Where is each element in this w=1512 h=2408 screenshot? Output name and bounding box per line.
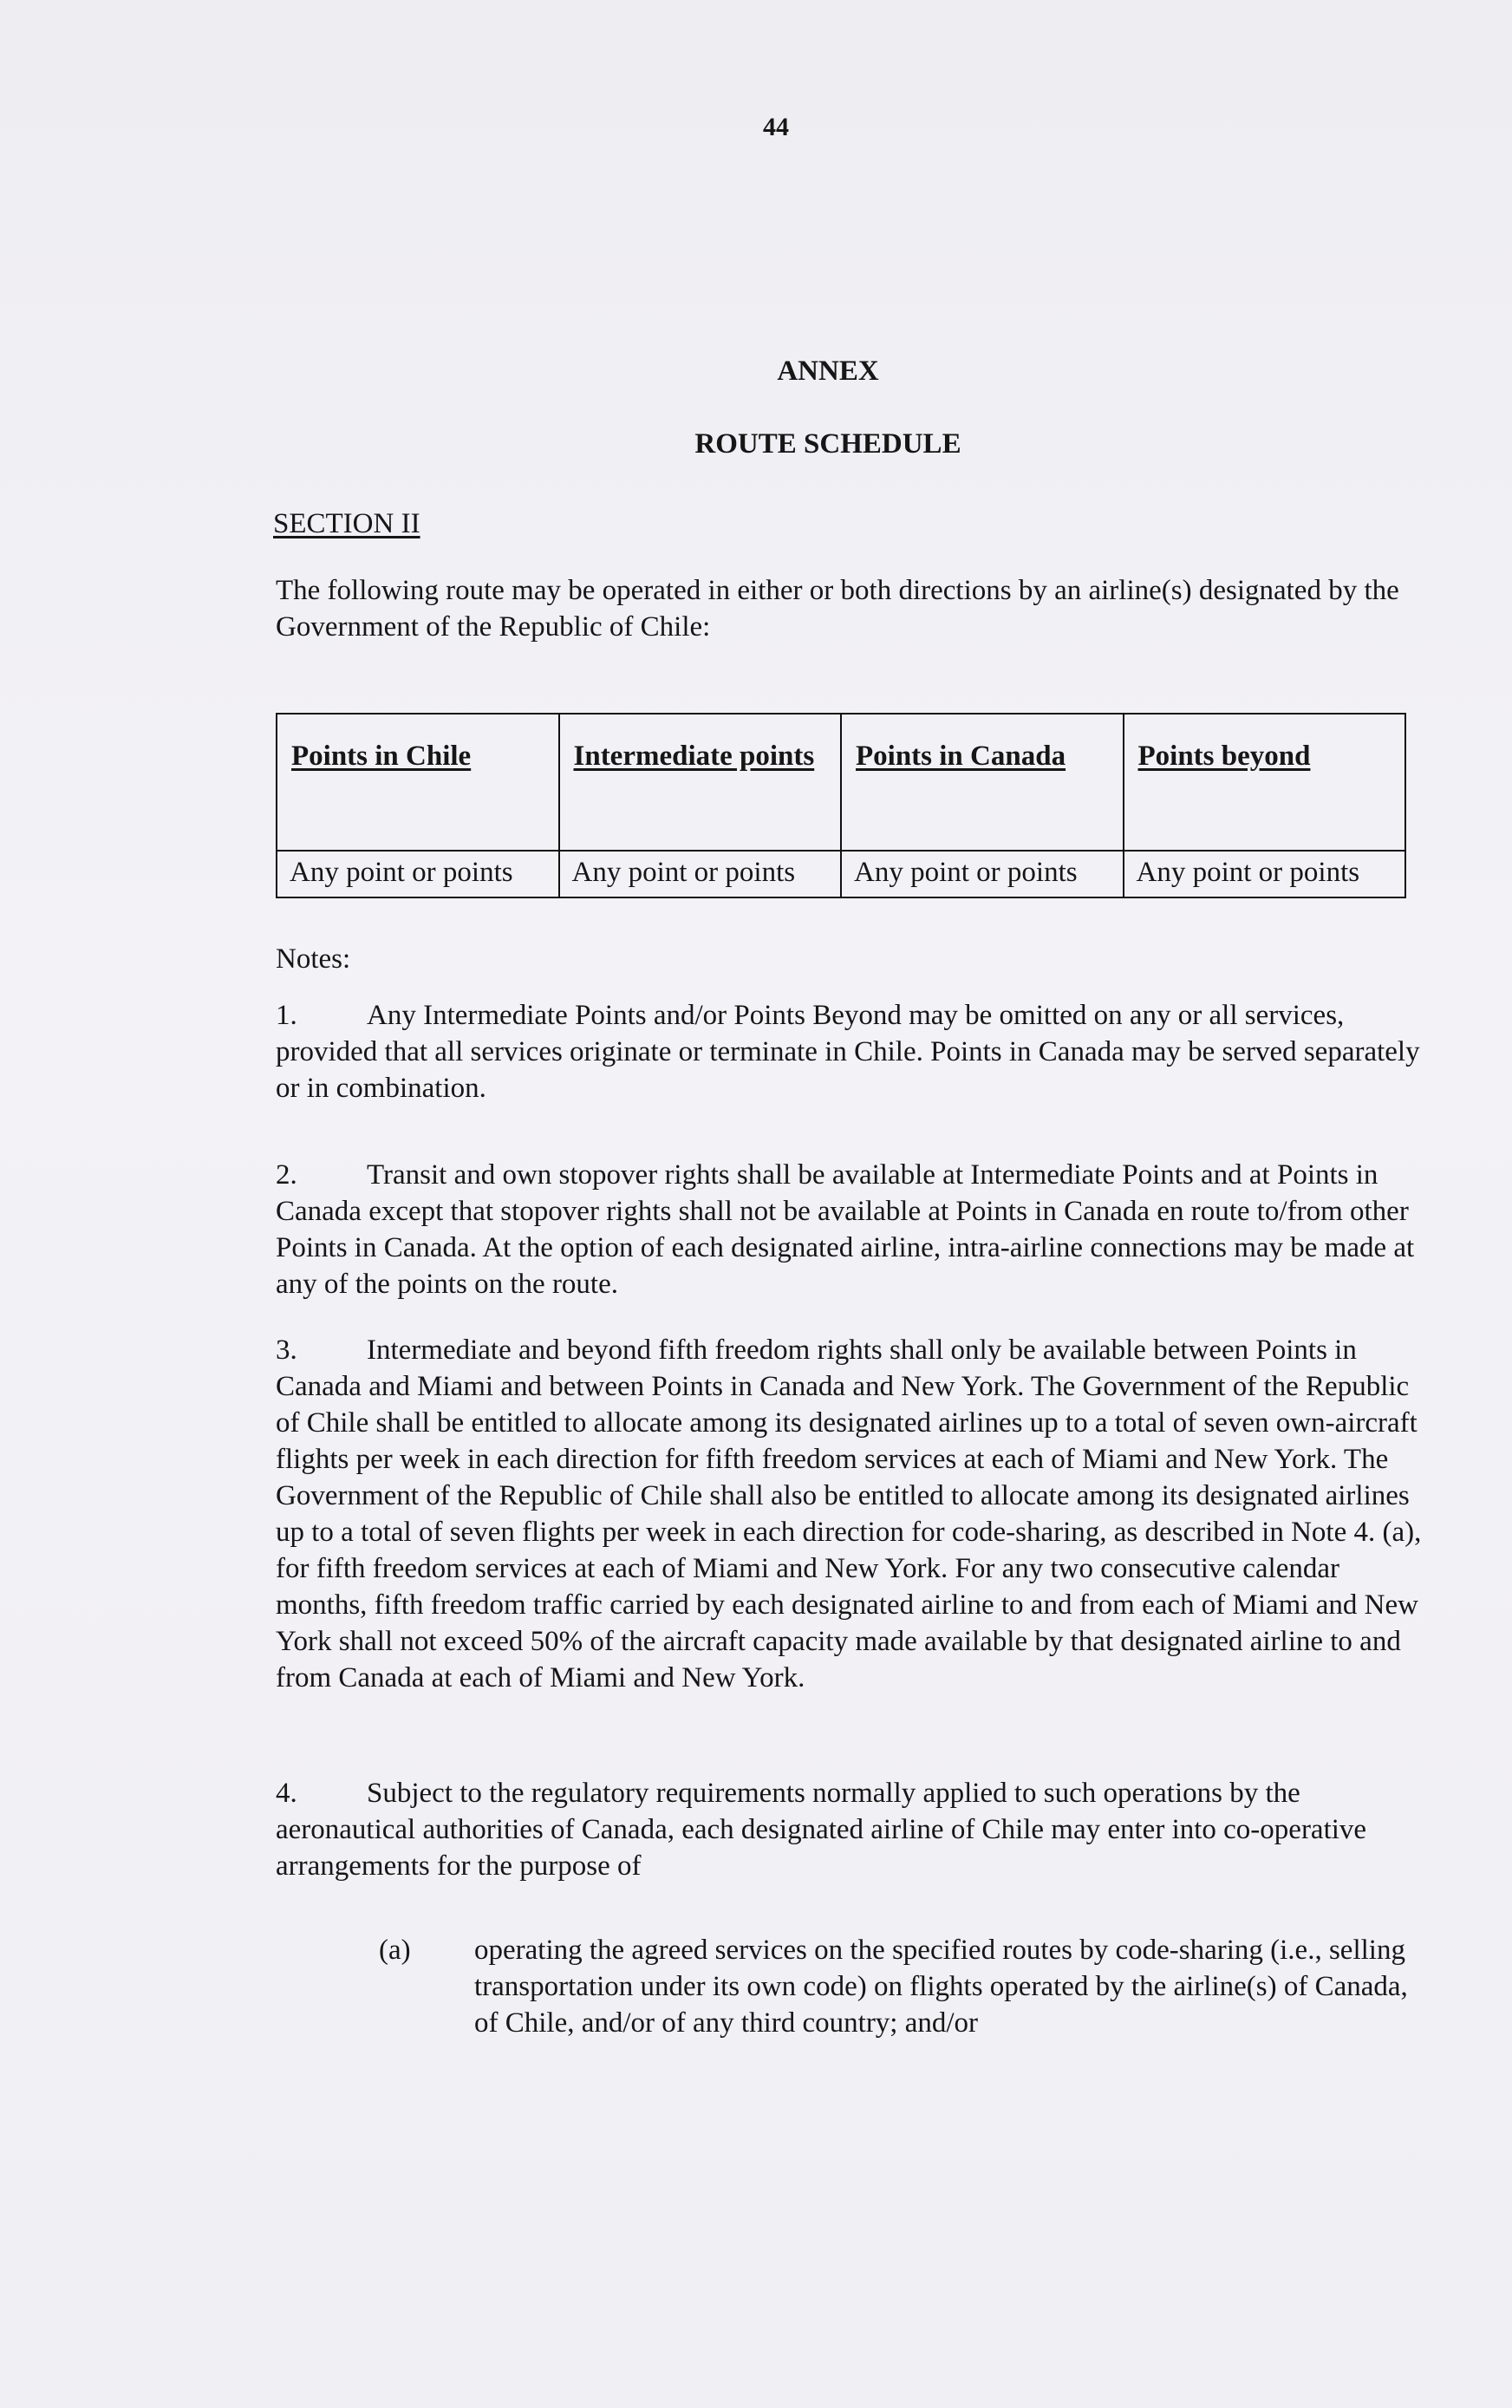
schedule-title: ROUTE SCHEDULE	[694, 428, 961, 460]
note-number: 1.	[276, 1000, 297, 1031]
route-column-points-beyond	[1124, 715, 1405, 897]
note-3	[276, 1332, 1429, 1696]
intro-paragraph: The following route may be operated in either or both directions by an airline(s) designated by the Government of the Republic of Chile:	[276, 575, 1399, 643]
note-1	[276, 997, 1429, 1106]
route-table	[276, 713, 1406, 898]
note-number: 2.	[276, 1159, 297, 1191]
note-text: Transit and own stopover rights shall be available at Intermediate Points and at Points in Canada except that stopover rights shall not be available at Points in Canada en route to/from other Points in Canada. At the option of each designated airline, intra-airline connections may be made at any of the points on the route.	[276, 1159, 1415, 1300]
column-header: Points in Chile	[291, 741, 472, 772]
subitem-label: (a)	[379, 1935, 411, 1966]
column-header: Intermediate points	[573, 741, 815, 772]
note-2	[276, 1157, 1429, 1302]
note-text: Intermediate and beyond fifth freedom rights shall only be available between Points in Canada and Miami and between Points in Canada and New York. The Government of the Republic of Chile shall be entitled to allocate among its designated airlines up to a total of seven own-aircraft flights per week in each direction for fifth freedom services at each of Miami and New York. The Government of the Republic of Chile shall also be entitled to allocate among its designated airlines up to a total of seven flights per week in each direction for code-sharing, as described in Note 4. (a), for fifth freedom services at each of Miami and New York. For any two consecutive calendar months, fifth freedom traffic carried by each designated airline to and from each of Miami and New York shall not exceed 50% of the aircraft capacity made available by that designated airline to and from Canada at each of Miami and New York.	[276, 1335, 1422, 1693]
annex-title: ANNEX	[777, 356, 879, 387]
column-value: Any point or points	[1124, 850, 1405, 897]
subitem-text: operating the agreed services on the specified routes by code-sharing (i.e., selling transportation under its own code) on flights operated by the airline(s) of Canada, of Chile, and/or of any third country; and/or	[474, 1935, 1408, 2039]
note-number: 3.	[276, 1335, 297, 1366]
page-number: 44	[763, 113, 789, 141]
route-column-intermediate-points	[560, 715, 843, 897]
note-number: 4.	[276, 1778, 297, 1809]
note-4	[276, 1775, 1429, 1884]
note-text: Any Intermediate Points and/or Points Beyond may be omitted on any or all services, provided that all services originate or terminate in Chile. Points in Canada may be served separately or in combination.	[276, 1000, 1420, 1104]
note-text: Subject to the regulatory requirements normally applied to such operations by the aeronautical authorities of Canada, each designated airline of Chile may enter into co-operative arrangements for the purpose of	[276, 1778, 1367, 1882]
route-column-points-in-canada	[842, 715, 1124, 897]
column-header: Points beyond	[1137, 741, 1311, 772]
column-value: Any point or points	[842, 850, 1123, 897]
notes-label: Notes:	[276, 943, 351, 975]
route-column-points-in-chile	[277, 715, 560, 897]
section-label: SECTION II	[273, 508, 420, 539]
column-value: Any point or points	[560, 850, 841, 897]
column-value: Any point or points	[277, 850, 558, 897]
column-header: Points in Canada	[856, 741, 1066, 772]
